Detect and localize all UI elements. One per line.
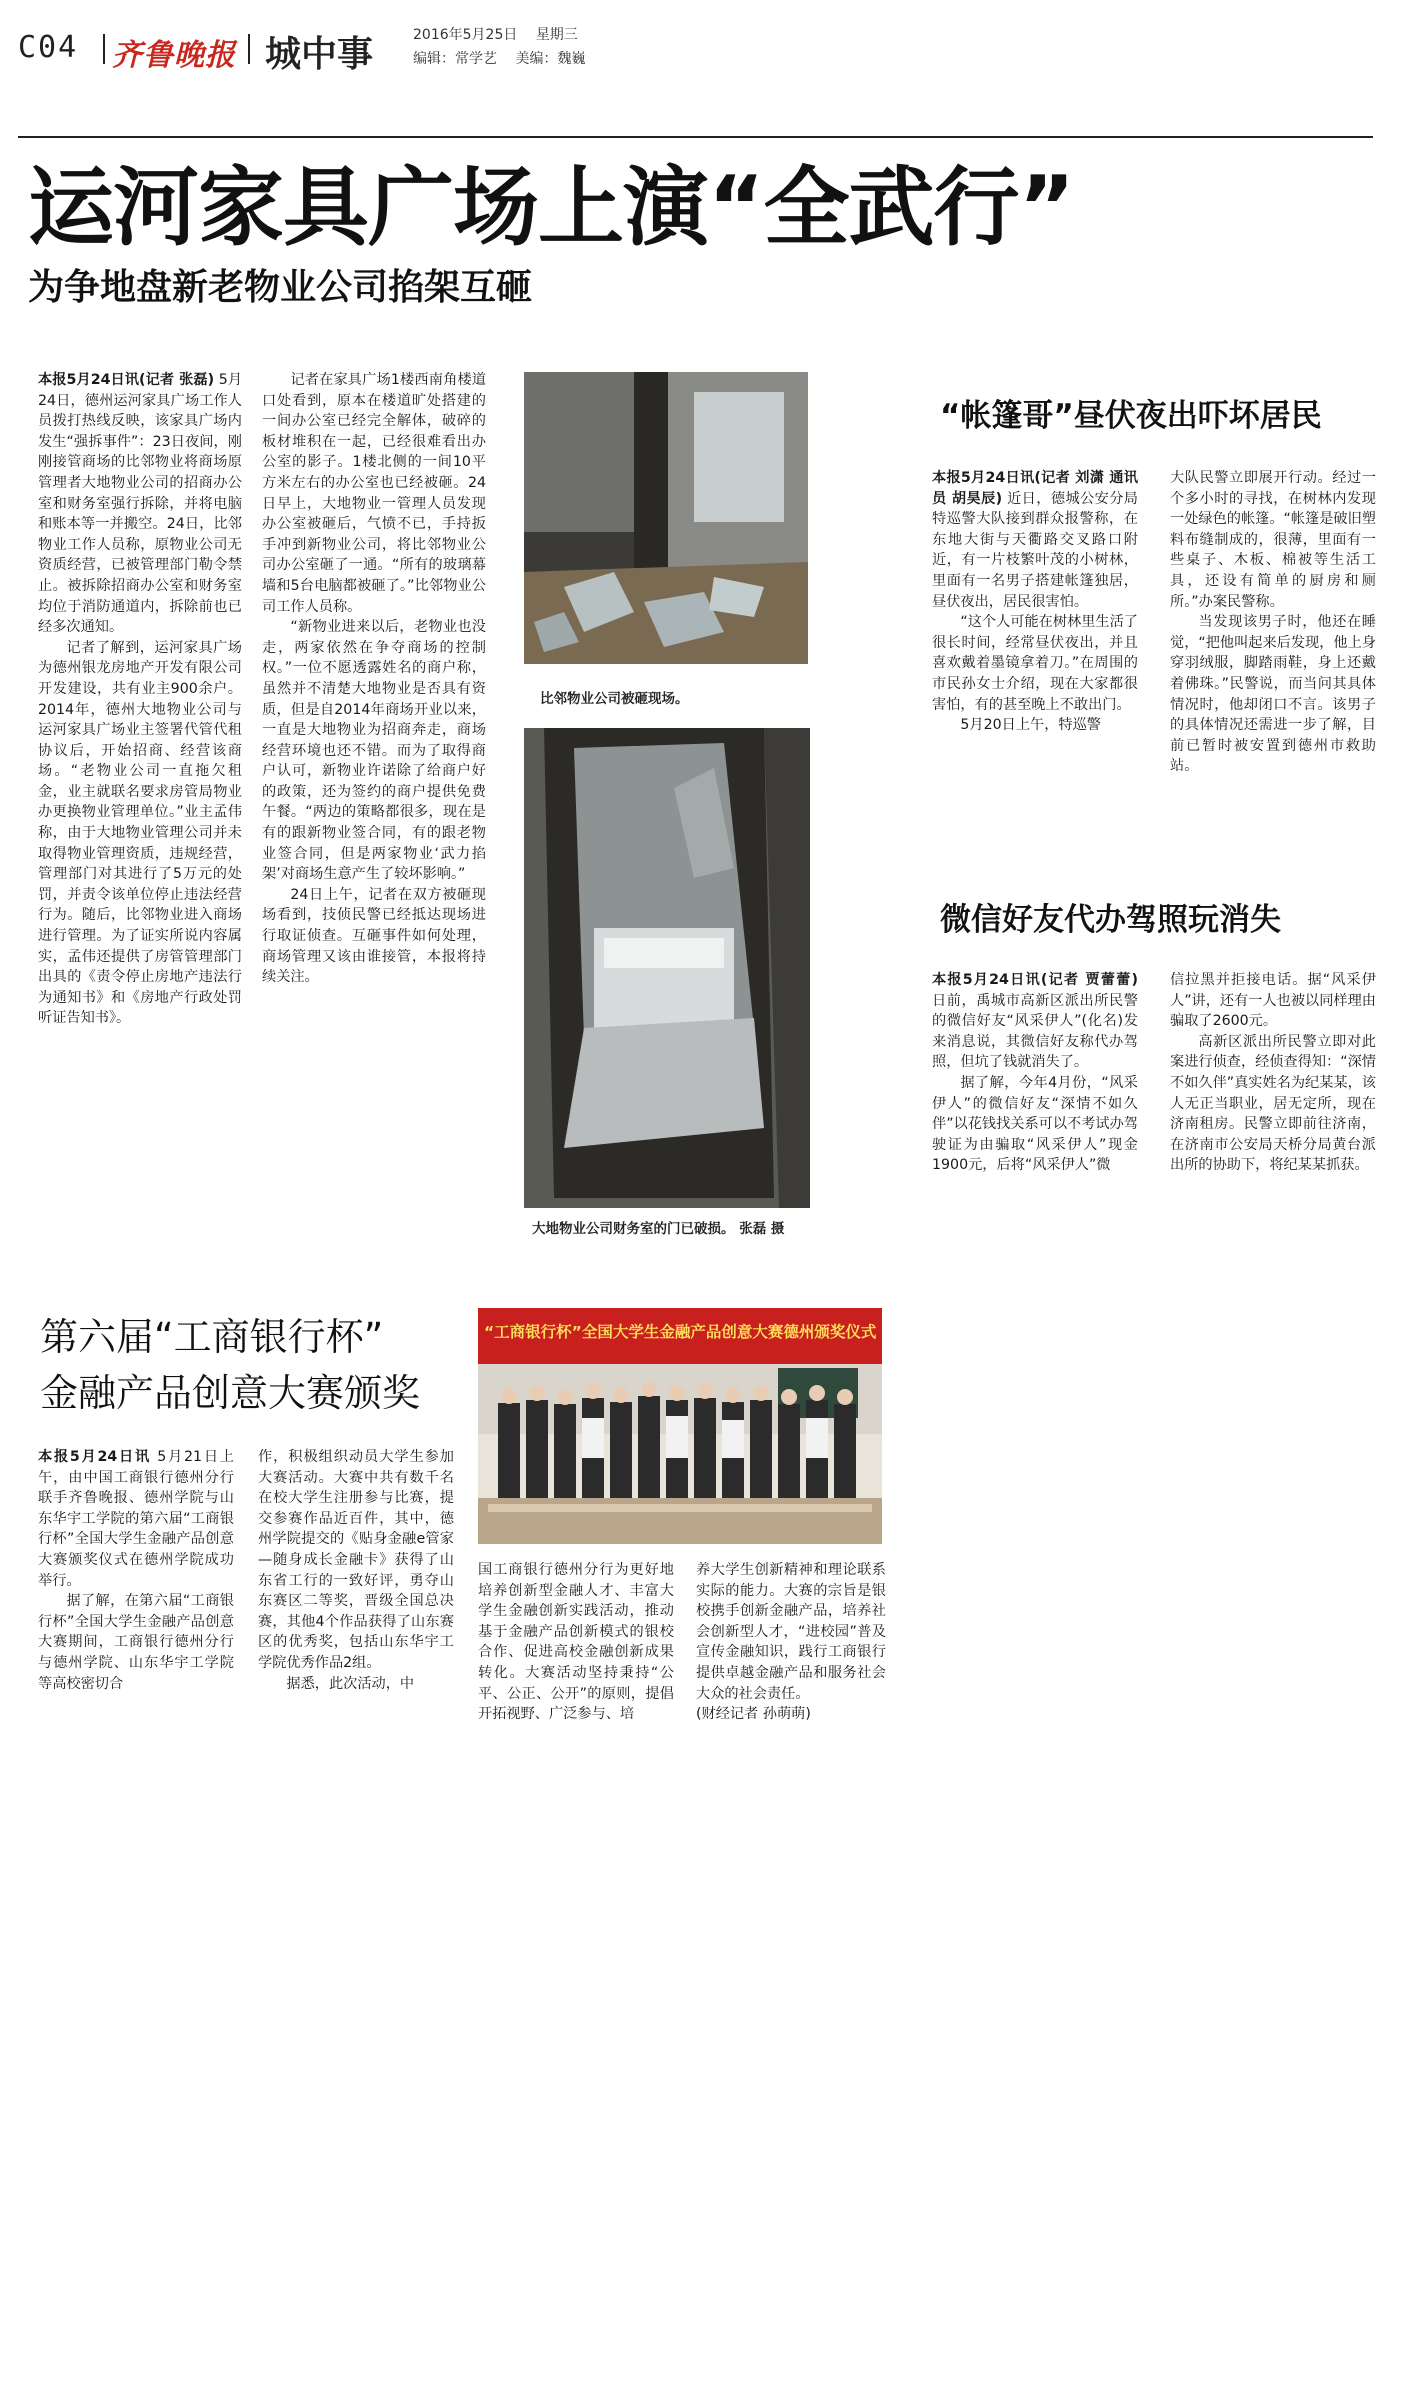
paragraph: 本报5月24日讯(记者 刘潇 通讯员 胡昊辰) 近日，德城公安分局特巡警大队接到群众报警称，在东地大街与天衢路交叉路口附近，有一片枝繁叶茂的小树林，里面有一名男子搭建帐篷独居，昼伏夜出，居民很害怕。 [932, 470, 1138, 610]
editor-line [413, 48, 585, 68]
paragraph: 高新区派出所民警立即对此案进行侦查，经侦查得知：“深情不如久伴”真实姓名为纪某某，该人无正当职业，居无定所，现在济南租房。民警立即前往济南，在济南市公安局天桥分局黄台派出所的协助下，将纪某某抓获。 [1170, 1033, 1376, 1174]
paragraph: 据了解，今年4月份，“风采伊人”的微信好友“深情不如久伴”以花钱找关系可以不考试办驾驶证为由骗取“风采伊人”现金1900元，后将“风采伊人”微 [932, 1074, 1138, 1174]
photo-smashed-office [524, 372, 808, 664]
header-divider-2 [248, 34, 250, 64]
main-subheadline: 为争地盘新老物业公司掐架互砸 [28, 267, 533, 308]
main-article-col2 [262, 370, 486, 988]
bank-article-col1 [38, 1447, 234, 1694]
paragraph: 当发现该男子时，他还在睡觉，“把他叫起来后发现，他上身穿羽绒服，脚踏雨鞋，身上还戴着佛珠。”民警说，而当问其具体情况时，他却闭口不言。该男子的具体情况还需进一步了解，目前已暂时被安置到德州市救助站。 [1170, 614, 1376, 775]
wechat-headline: 微信好友代办驾照玩消失 [940, 902, 1281, 938]
bank-headline-line1: 第六届“工商银行杯” [40, 1315, 384, 1359]
paragraph: “新物业进来以后，老物业也没走，两家依然在争夺商场的控制权。”一位不愿透露姓名的商户称，虽然并不清楚大地物业是否具有资质，但是自2014年商场开业以来，一直是大地物业为招商奔走，商场经营环境也还不错。而为了取得商户认可，新物业许诺除了给商户好的政策，还为签约的商户提供免费午餐。“两边的策略都很多，现在是有的跟新物业签合同，有的跟老物业签合同，但是两家物业‘武力掐架’对商场生意产生了较坏影响。” [262, 619, 486, 883]
issue-date [413, 24, 578, 44]
bank-article-col4 [696, 1560, 886, 1725]
paragraph: 据了解，在第六届“工商银行杯”全国大学生金融产品创意大赛期间，工商银行德州分行与德州学院、山东华宇工学院等高校密切合 [38, 1593, 234, 1692]
paragraph: 作，积极组织动员大学生参加大赛活动。大赛中共有数千名在校大学生注册参与比赛，提交参赛作品近百件，其中，德州学院提交的《贴身金融e管家—随身成长金融卡》获得了山东省工行的一致好评，勇夺山东赛区二等奖，晋级全国总决赛，其他4个作品获得了山东赛区的优秀奖，包括山东华宇工学院优秀作品2组。 [258, 1449, 454, 1671]
photo-broken-door [524, 728, 810, 1208]
bank-article-col2 [258, 1447, 454, 1694]
tent-article-col2 [1170, 468, 1376, 777]
paragraph: 24日上午，记者在双方被砸现场看到，技侦民警已经抵达现场进行取证侦查。互砸事件如何处理，商场管理又该由谁接管，本报将持续关注。 [262, 886, 486, 986]
paragraph: “这个人可能在树林里生活了很长时间，经常昼伏夜出，并且喜欢戴着墨镜拿着刀。”在周围的市民孙女士介绍，现在大家都很害怕，有的甚至晚上不敢出门。 [932, 614, 1138, 713]
main-headline: 运河家具广场上演“全武行” [28, 158, 1075, 258]
paragraph: 大队民警立即展开行动。经过一个多小时的寻找，在树林内发现一处绿色的帐篷。“帐篷是破旧塑料布缝制成的，很薄，里面有一些桌子、木板、棉被等生活工具，还设有简单的厨房和厕所。”办案民警称。 [1170, 470, 1376, 610]
paragraph: 记者了解到，运河家具广场为德州银龙房地产开发有限公司开发建设，共有业主900余户。2014年，德州大地物业公司与运河家具广场业主签署代管代租协议后，开始招商、经营该商场。“老物业公司一直拖欠租金，业主就联名要求房管局物业办更换物业管理单位。”业主孟伟称，由于大地物业管理公司并未取得物业管理资质，违规经营，管理部门对其进行了5万元的处罚，并责令该单位停止违法经营行为。随后，比邻物业进入商场进行管理。为了证实所说内容属实，孟伟还提供了房管管理部门出具的《责令停止房地产违法行为通知书》和《房地产行政处罚听证告知书》。 [38, 639, 242, 1027]
wechat-article-col2 [1170, 970, 1376, 1176]
paragraph: 本报5月24日讯(记者 张磊) 5月24日，德州运河家具广场工作人员拨打热线反映，该家具广场内发生“强拆事件”：23日夜间，刚刚接管商场的比邻物业将商场原管理者大地物业公司的招商办公室和财务室强行拆除，并将电脑和账本等一并搬空。24日，比邻物业工作人员称，原物业公司无资质经营，已被管理部门勒令禁止。被拆除招商办公室和财务室均位于消防通道内，拆除前也已经多次通知。 [38, 372, 243, 636]
photo1-caption: 比邻物业公司被砸现场。 [540, 691, 689, 707]
tent-article-col1 [932, 468, 1138, 736]
header-rule [18, 136, 1373, 138]
brand-logo: 齐鲁晚报 [112, 38, 236, 73]
tent-headline: “帐篷哥”昼伏夜出吓坏居民 [940, 398, 1322, 434]
weekday: 星期三 [535, 27, 578, 43]
byline: (财经记者 孙萌萌) [696, 1706, 811, 1723]
paragraph: 本报5月24日讯 5月21日上午，由中国工商银行德州分行联手齐鲁晚报、德州学院与山东华宇工学院的第六届“工商银行杯”全国大学生金融产品创意大赛颁奖仪式在德州学院成功举行。 [38, 1449, 234, 1589]
paragraph: 记者在家具广场1楼西南角楼道口处看到，原本在楼道旷处搭建的一间办公室已经完全解体，破碎的板材堆积在一起，已经很难看出办公室的影子。1楼北侧的一间10平方米左右的办公室也已经被砸。24日早上，大地物业一管理人员发现办公室被砸后，气愤不已，手持扳手冲到新物业公司，将比邻物业公司办公室砸了一通。“所有的玻璃幕墙和5台电脑都被砸了。”比邻物业公司工作人员称。 [262, 372, 486, 615]
paragraph: 5月20日上午，特巡警 [960, 717, 1101, 734]
bank-article-col3 [478, 1560, 674, 1725]
paragraph: 信拉黑并拒接电话。据“风采伊人”讲，还有一人也被以同样理由骗取了2600元。 [1170, 972, 1376, 1030]
header-divider-1 [103, 34, 105, 64]
paragraph: 养大学生创新精神和理论联系实际的能力。大赛的宗旨是银校携手创新金融产品，培养社会创新型人才，“进校园”普及宣传金融知识，践行工商银行提供卓越金融产品和服务社会大众的社会责任。 [696, 1562, 886, 1702]
main-article-col1 [38, 370, 242, 1029]
editor: 编辑：常学艺 [413, 51, 497, 67]
art-editor: 美编：魏巍 [515, 51, 586, 67]
photo-award-ceremony [478, 1308, 882, 1544]
bank-headline-line2: 金融产品创意大赛颁奖 [40, 1371, 421, 1415]
date: 2016年5月25日 [413, 27, 518, 43]
ceremony-banner: “工商银行杯”全国大学生金融产品创意大赛德州颁奖仪式 [484, 1323, 876, 1341]
paragraph: 本报5月24日讯(记者 贾蕾蕾) 日前，禹城市高新区派出所民警的微信好友“风采伊人”(化名)发来消息说，其微信好友称代办驾照，但坑了钱就消失了。 [932, 972, 1138, 1071]
paragraph: 国工商银行德州分行为更好地培养创新型金融人才、丰富大学生金融创新实践活动，推动基于金融产品创新模式的银校合作、促进高校金融创新成果转化。大赛活动坚持秉持“公平、公正、公开”的原则，提倡开拓视野、广泛参与、培 [478, 1562, 674, 1723]
paragraph: 据悉，此次活动，中 [286, 1675, 415, 1692]
page-number: C04 [18, 30, 79, 65]
section-title: 城中事 [265, 34, 374, 75]
wechat-article-col1 [932, 970, 1138, 1176]
photo2-caption: 大地物业公司财务室的门已破损。 张磊 摄 [532, 1221, 785, 1237]
